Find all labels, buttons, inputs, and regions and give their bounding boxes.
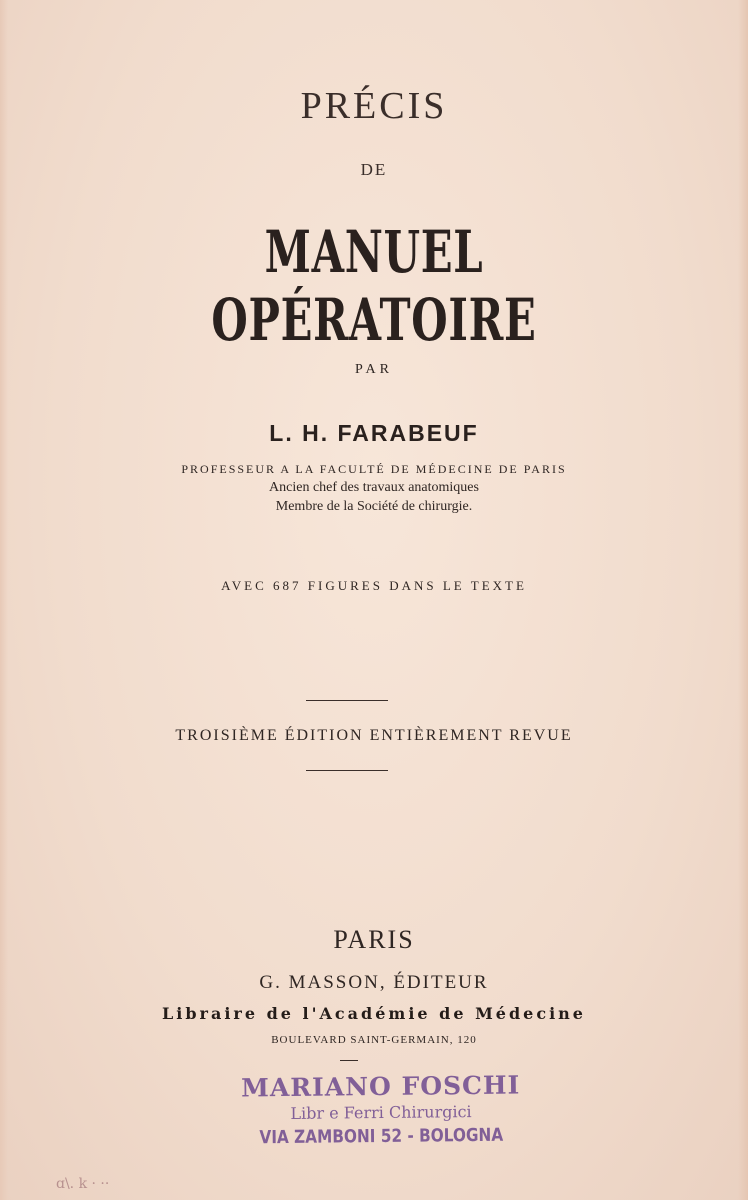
imprint-address: BOULEVARD SAINT-GERMAIN, 120: [271, 1034, 477, 1046]
imprint-city: PARIS: [333, 925, 415, 954]
divider-small: [340, 1060, 358, 1061]
imprint-bookseller: Libraire de l'Académie de Médecine: [162, 1004, 586, 1023]
credential-professor: PROFESSEUR A LA FACULTÉ DE MÉDECINE DE PARIS: [181, 462, 567, 476]
bookseller-stamp: [236, 1070, 527, 1148]
divider-top: [306, 700, 388, 701]
stamp-line-trade: Libr e Ferri Chirurgici: [290, 1102, 472, 1123]
credential-ancien-chef: Ancien chef des travaux anatomiques: [269, 480, 479, 495]
divider-bottom: [306, 770, 388, 771]
by-label: PAR: [355, 362, 393, 377]
title-de: DE: [360, 160, 388, 179]
handwritten-mark: ɑ\. k · ··: [56, 1176, 110, 1192]
main-title: MANUEL OPÉRATOIRE: [211, 218, 537, 354]
edition-line: TROISIÈME ÉDITION ENTIÈREMENT REVUE: [175, 727, 573, 744]
stamp-line-name: MARIANO FOSCHI: [241, 1070, 521, 1103]
author-name: L. H. FARABEUF: [269, 420, 479, 446]
imprint-publisher: G. MASSON, ÉDITEUR: [259, 972, 489, 993]
credential-membre: Membre de la Société de chirurgie.: [275, 499, 473, 514]
title-precis: PRÉCIS: [300, 85, 448, 127]
figures-note: AVEC 687 FIGURES DANS LE TEXTE: [221, 578, 527, 593]
stamp-line-address: VIA ZAMBONI 52 - BOLOGNA: [259, 1124, 504, 1149]
